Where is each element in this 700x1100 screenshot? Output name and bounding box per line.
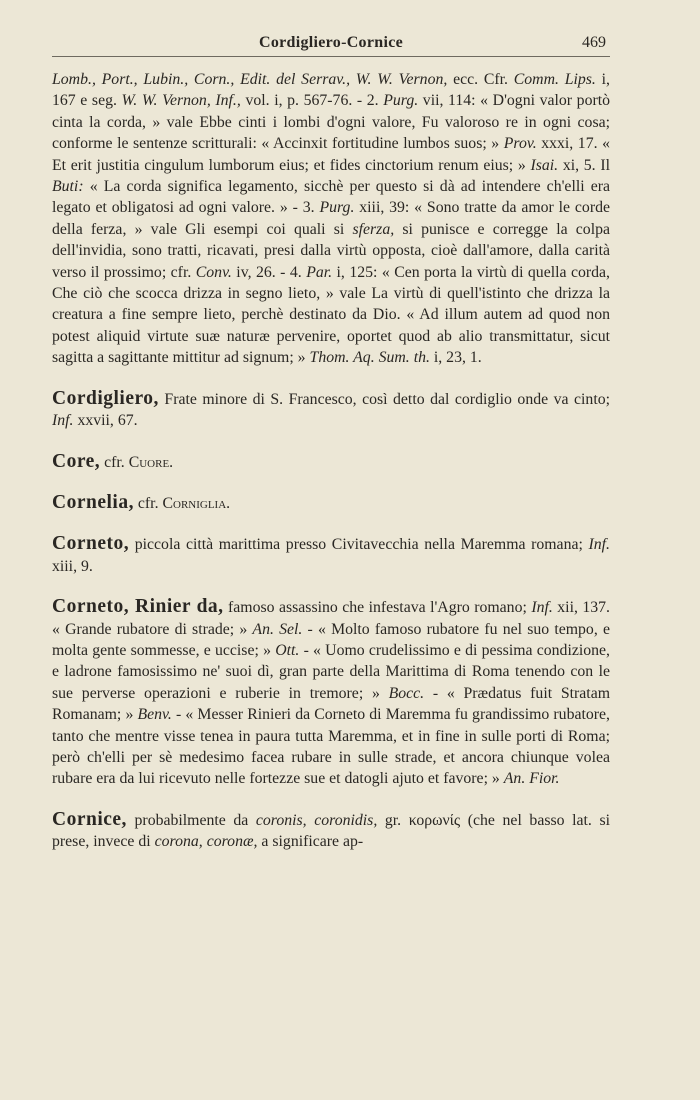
headword: Corneto, Rinier da, [52,596,224,618]
entry-cordigliero: Cordigliero, Frate minore di S. Francesco, così detto dal cordiglio onde va cinto; Inf. xxvii, 67. [52,387,610,430]
entry-corneto-rinier: Corneto, Rinier da, famoso assassino che infestava l'Agro romano; Inf. xii, 137. « Grande rubatore di strade; » An. Sel. - « Molto famoso rubatore fu nel suo tempo, e molta gente sommesse, e uccise; » Ott. - « Uomo crudelissimo e di pessima condizione, e ladrone famosissimo ne' suoi dì, gran parte della Marittima di Roma tenendo con le sue perverse operazioni e ruberie in tremore; » Bocc. - « Prædatus fuit Stratam Romanam; » Benv. - « Messer Rinieri da Corneto di Maremma fu grandissimo rubatore, tanto che mentre visse tenea in paura tutta Maremma, et in fine in sulle porti di Roma; però ch'elli per sè medesimo facea rubare in sulle strade, et ancora chiunque volea rubare era da lui ricevuto nelle fortezze sue et datogli ajuto et favore; » An. Fior. [52,596,611,788]
headword: Corneto, [52,533,130,555]
entry-corneto: Corneto, piccola città marittima presso Civitavecchia nella Maremma romana; Inf. xiii, 9. [52,533,610,575]
continuation-paragraph: Lomb., Port., Lubin., Corn., Edit. del Serrav., W. W. Vernon, ecc. Cfr. Comm. Lips. i, 167 e seg. W. W. Vernon, Inf., vol. i, p. 567-76. - 2. Purg. vii, 114: « D'ogni valor portò cinta la corda, » vale Ebbe cinti i lombi d'ogni valore, Fu valoroso re in ogni cosa; conforme le sentenze scritturali: « Accinxit fortitudine lumbos suos; » Prov. xxxi, 17. « Et erit justitia cingulum lumborum eius; et fides cinctorium renum eius; » Isai. xi, 5. Il Buti: « La corda significa legamento, sicchè per questo si dà ad intendere ch'elli era legato et obligatosi ad ogni valore. » - 3. Purg. xiii, 39: « Sono tratte da amor le corde della ferza, » vale Gli esempi coi quali si sferza, si punisce e corregge la colpa dell'invidia, sono tratti, ricavati, presi dalla virtù opposta, cioè dall'amore, dalla carità verso il prossimo; cfr. Conv. iv, 26. - 4. Par. i, 125: « Cen porta la virtù di quella corda, Che ciò che scocca drizza in segno lieto, » vale La virtù di quell'istinto che drizza la creatura a fine sempre lieto, perchè destinato da Dio. « Ad illum autem ad quod non potest aliquid virtute suæ naturæ pervenire, oportet quod ab alio transmittatur, sicut sagitta a sagittante mittitur ad signum; » Thom. Aq. Sum. th. i, 23, 1. [52,71,611,367]
greek-word: κορωνίς [408,811,461,829]
headword: Cornice, [52,808,127,830]
page [52,30,610,853]
headword: Cornelia, [52,491,134,513]
running-header [52,30,610,57]
entry-cornice: Cornice, probabilmente da coronis, coronidis, gr. κορωνίς (che nel basso lat. si prese, invece di corona, coronæ, a significare ap- [52,808,610,851]
running-title: Cordigliero-Cornice [258,34,404,51]
page-number: 469 [582,34,606,51]
headword: Core, [52,450,101,472]
headword: Cordigliero, [52,387,159,409]
entry-cornelia: Cornelia, cfr. Corniglia. [52,491,231,513]
page-body [52,69,610,853]
cross-reference: Cuore. [128,453,174,471]
cross-reference: Corniglia. [162,494,231,512]
entry-core: Core, cfr. Cuore. [52,450,174,472]
